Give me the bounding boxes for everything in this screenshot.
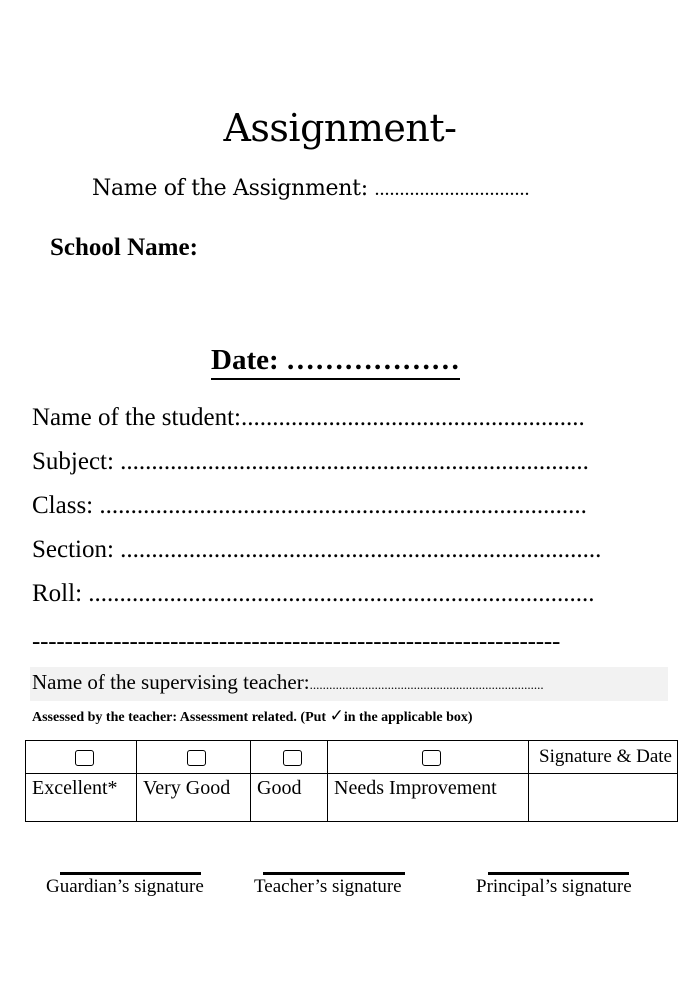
option-very-good: Very Good	[137, 774, 251, 822]
signature-date-header: Signature & Date	[529, 741, 678, 774]
option-excellent: Excellent*	[26, 774, 137, 822]
supervising-teacher-row	[32, 670, 544, 695]
guardian-signature-label: Guardian’s signature	[46, 876, 204, 897]
needs-improvement-checkbox[interactable]	[422, 750, 441, 766]
supervising-teacher-label: Name of the supervising teacher:	[32, 670, 310, 694]
supervising-teacher-field[interactable]: ........................................................................	[309, 677, 544, 692]
section-field[interactable]: Section: .............................................................................	[32, 536, 602, 563]
date-field[interactable]: Date: ………………	[211, 343, 460, 380]
page-title: Assignment-	[223, 106, 457, 150]
assessment-instruction-prefix: Assessed by the teacher: Assessment related. (Put	[32, 710, 327, 725]
very-good-checkbox-cell	[137, 741, 251, 774]
assignment-name-label: Name of the Assignment:	[92, 176, 368, 201]
very-good-checkbox[interactable]	[187, 750, 206, 766]
teacher-signature-line[interactable]	[263, 872, 405, 875]
good-checkbox-cell	[251, 741, 328, 774]
checkmark-icon: ✓	[329, 706, 344, 726]
subject-field[interactable]: Subject: ...........................................................................	[32, 448, 589, 475]
principal-signature-line[interactable]	[488, 872, 629, 875]
principal-signature-label: Principal’s signature	[476, 876, 632, 897]
option-good: Good	[251, 774, 328, 822]
assignment-name-row	[92, 176, 530, 201]
school-name-label: School Name:	[50, 234, 198, 261]
option-needs-improvement: Needs Improvement	[328, 774, 529, 822]
assessment-instruction	[32, 706, 473, 726]
excellent-checkbox[interactable]	[75, 750, 94, 766]
guardian-signature-line[interactable]	[60, 872, 201, 875]
roll-field[interactable]: Roll: .................................................................................	[32, 580, 595, 607]
excellent-checkbox-cell	[26, 741, 137, 774]
assignment-name-field[interactable]: ...............................	[374, 178, 530, 200]
assessment-table	[25, 740, 678, 822]
student-name-field[interactable]: Name of the student:.......................................................	[32, 404, 585, 431]
dashed-separator: -----------------------------------------------------------------	[32, 628, 561, 655]
needs-improvement-checkbox-cell	[328, 741, 529, 774]
good-checkbox[interactable]	[283, 750, 302, 766]
class-field[interactable]: Class: ..............................................................................	[32, 492, 587, 519]
teacher-signature-label: Teacher’s signature	[254, 876, 402, 897]
assessment-instruction-suffix: in the applicable box)	[343, 710, 473, 725]
signature-date-cell[interactable]	[529, 774, 678, 822]
